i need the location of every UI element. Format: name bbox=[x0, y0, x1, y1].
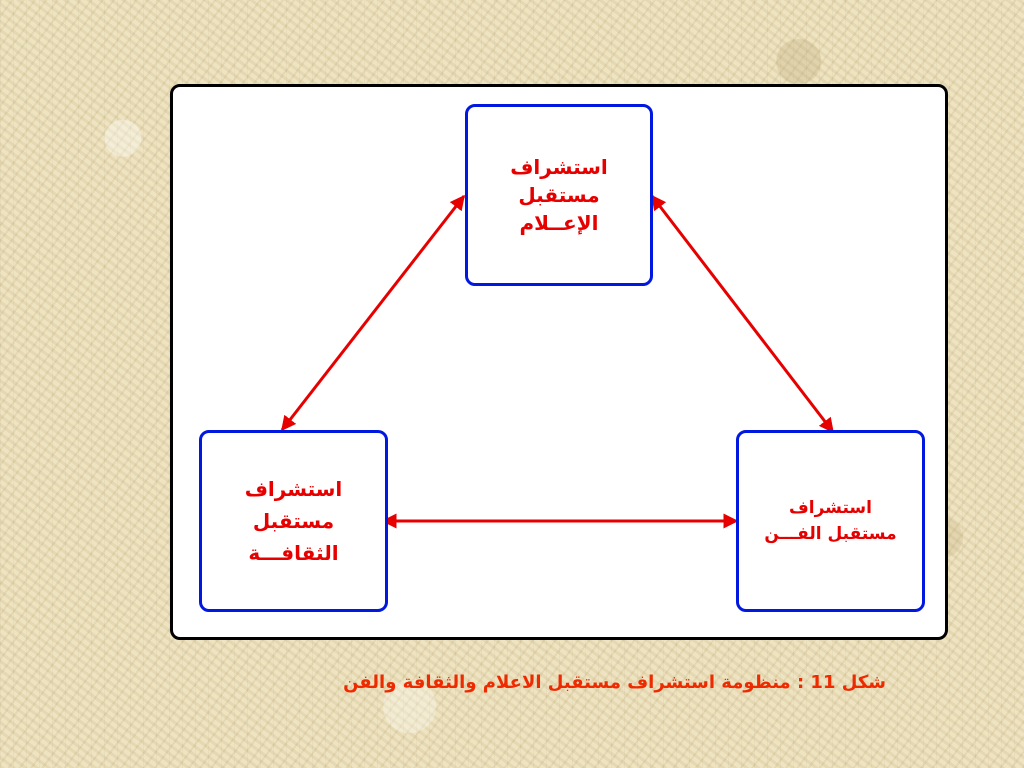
node-culture-label: استشراف مستقبل الثقافـــة bbox=[244, 477, 343, 565]
arrow-media-art bbox=[652, 196, 833, 432]
node-media-label: استشراف مستقبل الإعــلام bbox=[510, 155, 608, 235]
figure-caption: شكل 11 : منظومة استشراف مستقبل الاعلام والثقافة والفن bbox=[343, 672, 886, 693]
node-culture-future bbox=[199, 430, 388, 612]
node-art-label: استشراف مستقبل الفـــن bbox=[764, 498, 897, 544]
arrow-media-culture bbox=[282, 196, 464, 430]
node-media-future bbox=[465, 104, 653, 286]
node-art-future bbox=[736, 430, 925, 612]
